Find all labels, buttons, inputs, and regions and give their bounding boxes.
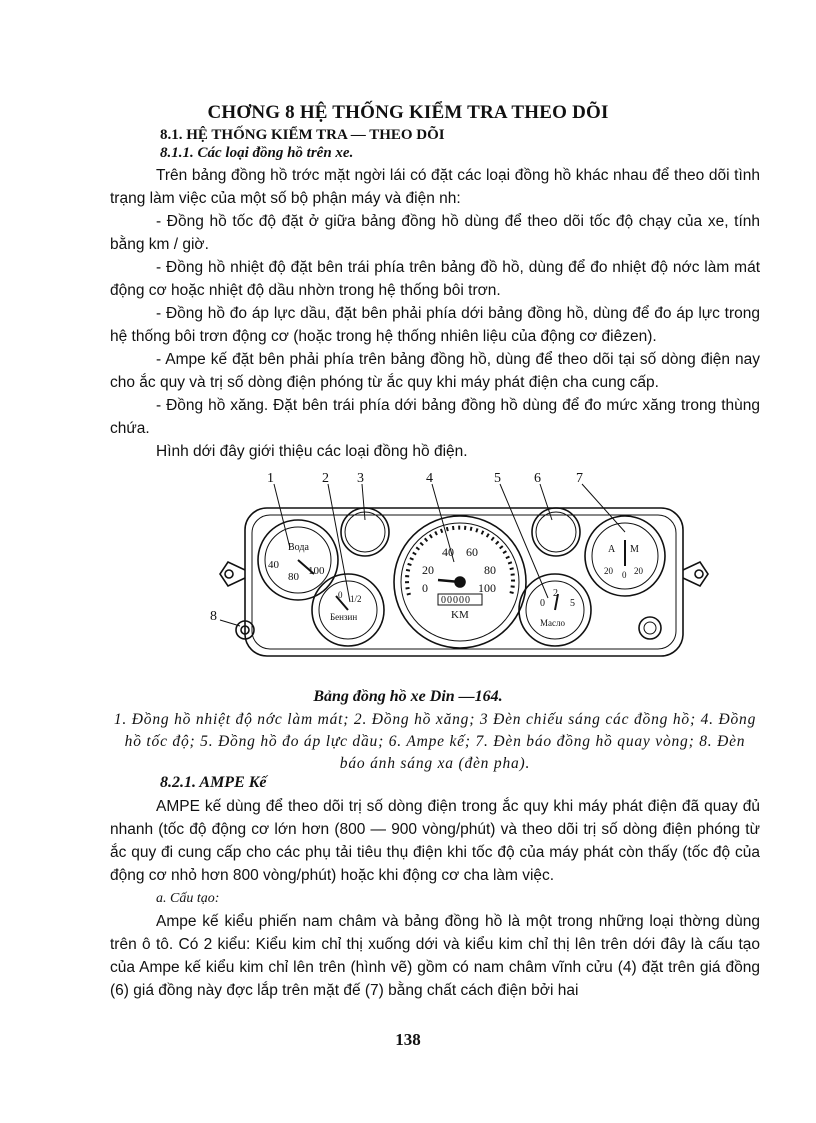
callout-number: 1: [267, 471, 274, 486]
ammeter-label: A: [608, 544, 616, 555]
temperature-tick-label: 80: [288, 571, 299, 583]
callout-number: 8: [210, 609, 217, 624]
speedometer-tick-label: 0: [422, 581, 428, 595]
callout-number: 6: [534, 471, 541, 486]
oil-tick-label: 5: [570, 598, 575, 609]
oil-gauge-label: Масло: [540, 618, 565, 628]
leader-line: [328, 484, 350, 602]
intro-paragraph: - Đồng hồ xăng. Đặt bên trái phía dới bảng đồng hồ dùng để đo mức xăng trong thùng chứa.: [110, 397, 760, 437]
fuel-gauge-label: Бензин: [330, 612, 358, 622]
ammeter-tick-label: 0: [622, 570, 627, 580]
page-number: 138: [395, 1030, 421, 1049]
chapter-title: CHƠNG 8 HỆ THỐNG KIỂM TRA THEO DÕI: [207, 102, 609, 123]
callout-number: 3: [357, 471, 364, 486]
temperature-tick-label: 100: [308, 565, 325, 577]
speedometer-tick-label: 100: [478, 581, 496, 595]
ammeter-label: M: [630, 544, 639, 555]
ampe-paragraph: AMPE kế dùng để theo dõi trị số dòng điện trong ắc quy khi máy phát điện đã quay đủ nhanh (tốc độ động cơ lớn hơn (800 — 900 vòng/phút) và theo dõi trị số dòng điện phóng từ ắc quy đi cung cấp cho các phụ tải tiêu thụ điện khi tốc độ của máy phát còn thấy (tốc độ của động cơ nhỏ hơn 800 vòng/phút) hoặc khi động cơ cha làm việc.: [110, 798, 760, 884]
odometer-digits: 00000: [441, 595, 471, 606]
leader-line: [500, 484, 548, 598]
intro-paragraph: - Đồng hồ đo áp lực dầu, đặt bên phải phía dới bảng đồng hồ, dùng để đo áp lực trong hệ thống bôi trơn động cơ (hoặc trong hệ thống nhiên liệu của động cơ điêzen).: [110, 305, 760, 345]
subsection-heading: 8.1.1. Các loại đồng hồ trên xe.: [160, 145, 354, 161]
leader-line: [274, 484, 290, 548]
right-knob-center: [644, 622, 656, 634]
right-bracket-hole: [695, 570, 703, 578]
speedometer-hub: [455, 577, 465, 587]
intro-paragraph: - Đồng hồ nhiệt độ đặt bên trái phía trên bảng đồ hồ, dùng để đo nhiệt độ nớc làm mát động cơ hoặc nhiệt độ dầu nhờn trong hệ thống bôi trơn.: [110, 259, 760, 299]
fuel-tick-label: 0: [338, 590, 343, 600]
speedometer-tick-label: 80: [484, 563, 496, 577]
intro-paragraph: Trên bảng đồng hồ trớc mặt ngời lái có đặt các loại đồng hồ khác nhau để theo dõi tình trạng làm việc của một số bộ phận máy và điện nh:: [110, 167, 760, 207]
temperature-gauge-label: Вода: [288, 542, 309, 553]
callout-number: 5: [494, 471, 501, 486]
intro-text: [110, 164, 760, 463]
fuel-tick-label: 1/2: [350, 594, 362, 604]
intro-paragraph: - Đồng hồ tốc độ đặt ở giữa bảng đồng hồ dùng để theo dõi tốc độ chạy của xe, tính bằng km / giờ.: [110, 213, 760, 253]
oil-tick-label: 0: [540, 598, 545, 609]
dashboard-figure: [210, 470, 710, 670]
speedometer-tick-label: 60: [466, 545, 478, 559]
turn-signal-lamp-lens: [536, 512, 576, 552]
section-heading-ampe: 8.2.1. AMPE Kế: [160, 774, 267, 791]
speedometer-tick-label: 40: [442, 545, 454, 559]
figure-caption: 1. Đồng hồ nhiệt độ nớc làm mát; 2. Đồng hồ xăng; 3 Đèn chiếu sáng các đồng hồ; 4. Đồng hồ tốc độ; 5. Đồng hồ đo áp lực dầu; 6. Ampe kế; 7. Đèn báo đồng hồ quay vòng; 8. Đèn báo ánh sáng xa (đèn pha).: [113, 711, 757, 772]
speedometer-tick-label: 20: [422, 563, 434, 577]
intro-paragraph: Hình dới đây giới thiệu các loại đồng hồ điện.: [156, 443, 468, 460]
odometer-unit: KM: [451, 609, 469, 621]
ammeter-tick-label: 20: [604, 566, 613, 576]
temperature-tick-label: 40: [268, 559, 279, 571]
left-bracket-hole: [225, 570, 233, 578]
oil-tick-label: 2: [553, 588, 558, 599]
intro-paragraph: - Ampe kế đặt bên phải phía trên bảng đồng hồ, dùng để theo dõi tại số dòng điện nay cho ắc quy và trị số dòng điện phóng từ ắc quy khi máy phát điện cha cung cấp.: [110, 351, 760, 391]
right-knob: [639, 617, 661, 639]
ammeter-tick-label: 20: [634, 566, 643, 576]
subheading-structure: a. Cấu tạo:: [156, 891, 220, 906]
ampe-text: [110, 795, 760, 1002]
callout-number: 2: [322, 471, 329, 486]
callout-number: 4: [426, 471, 433, 486]
structure-paragraph: Ampe kế kiểu phiến nam châm và bảng đồng hồ là một trong những loại thờng dùng trên ô tô. Có 2 kiểu: Kiểu kim chỉ thị xuống dới và kiểu kim chỉ thị lên trên dới đây là cấu tạo của Ampe kế kiểu kim chỉ lên trên (hình vẽ) gồm có nam châm vĩnh cửu (4) đặt trên giá đồng (6) giá đồng này đợc lắp trên mặt đế (7) bằng chất cách điện bởi hai: [110, 913, 760, 999]
callout-number: 7: [576, 471, 583, 486]
section-heading: 8.1. HỆ THỐNG KIỂM TRA — THEO DÕI: [160, 127, 445, 143]
figure-caption-title: Bảng đồng hồ xe Din —164.: [313, 688, 503, 705]
leader-line: [220, 620, 240, 626]
